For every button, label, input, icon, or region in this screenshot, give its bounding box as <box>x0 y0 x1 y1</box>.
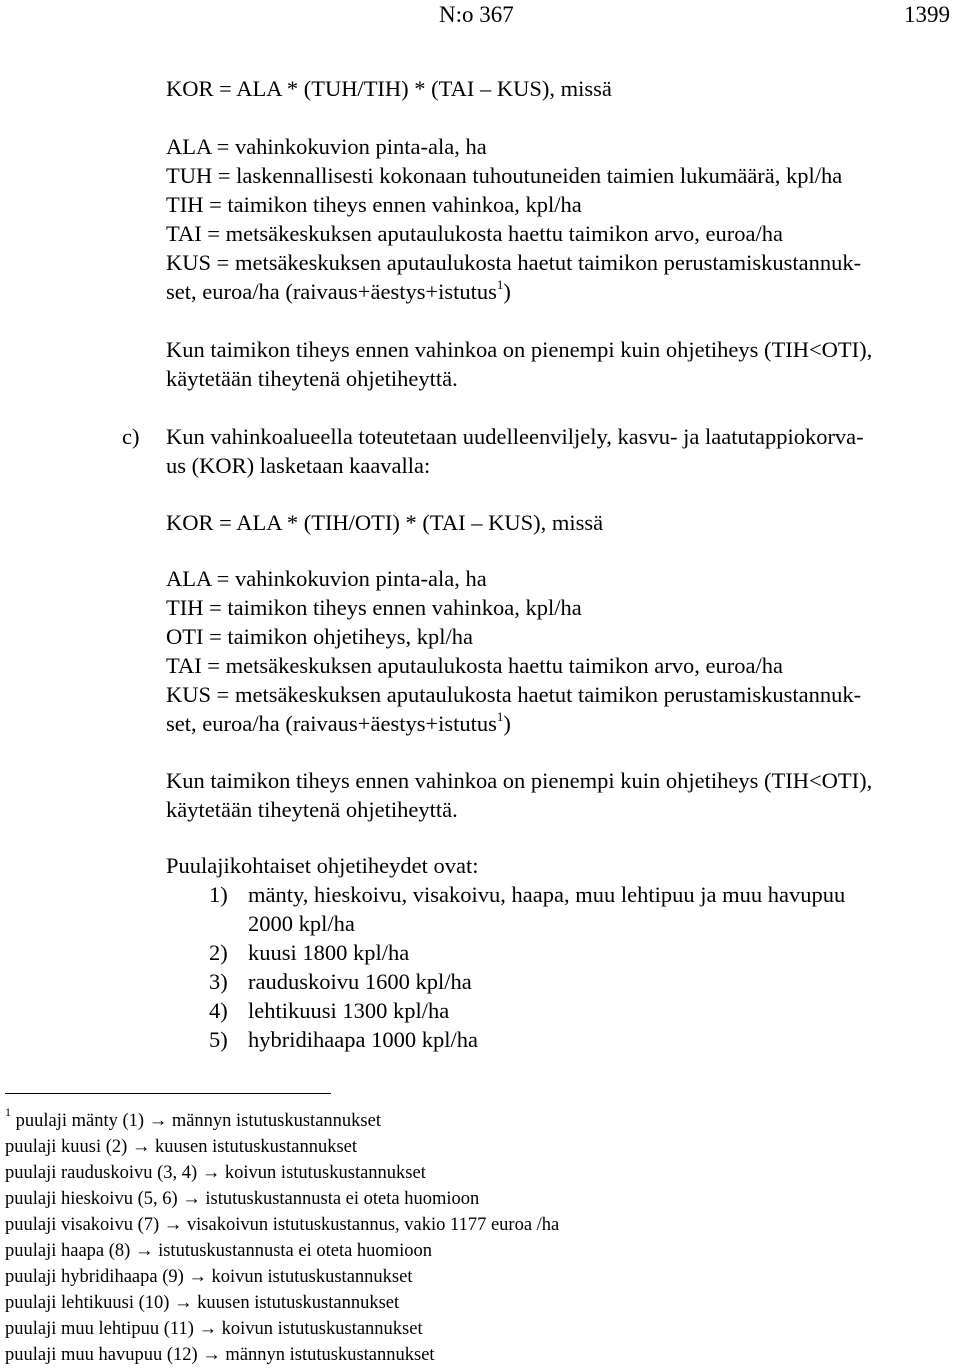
definition-line: KUS = metsäkeskuksen aputaulukosta haetut taimikon perustamiskustannuk- <box>166 250 862 275</box>
list-item <box>0 996 960 1025</box>
section-intro: Kun vahinkoalueella toteutetaan uudelleenviljely, kasvu- ja laatutappiokorva- <box>166 424 864 449</box>
definition-continuation-close: ) <box>503 279 511 304</box>
definition-line: ALA = vahinkokuvion pinta-ala, ha <box>166 566 487 591</box>
list-item-text: mänty, hieskoivu, visakoivu, haapa, muu lehtipuu ja muu havupuu <box>248 882 846 907</box>
footnote-line: puulaji visakoivu (7) → visakoivun istutuskustannus, vakio 1177 euroa /ha <box>5 1215 560 1235</box>
section-label: c) <box>122 424 140 449</box>
definition-line: OTI = taimikon ohjetiheys, kpl/ha <box>166 624 474 649</box>
list-item <box>0 880 960 909</box>
footnote-line: puulaji muu lehtipuu (11) → koivun istutuskustannukset <box>5 1319 423 1339</box>
footnote-line: puulaji kuusi (2) → kuusen istutuskustannukset <box>5 1137 357 1157</box>
footnote-ref: 1 <box>496 708 504 724</box>
list-item-text: rauduskoivu 1600 kpl/ha <box>248 969 472 994</box>
list-item-number: 4) <box>209 998 228 1023</box>
footnote-line: puulaji haapa (8) → istutuskustannusta ei oteta huomioon <box>5 1241 432 1261</box>
formula-kor-1: KOR = ALA * (TUH/TIH) * (TAI – KUS), missä <box>166 76 612 101</box>
definition-line: TIH = taimikon tiheys ennen vahinkoa, kpl/ha <box>166 595 582 620</box>
note-line: Kun taimikon tiheys ennen vahinkoa on pienempi kuin ohjetiheys (TIH<OTI), <box>166 768 873 793</box>
note-line: Kun taimikon tiheys ennen vahinkoa on pienempi kuin ohjetiheys (TIH<OTI), <box>166 337 873 362</box>
list-item-text: hybridihaapa 1000 kpl/ha <box>248 1027 478 1052</box>
page-number: 1399 <box>904 2 950 27</box>
list-item <box>0 938 960 967</box>
definition-continuation <box>166 277 511 306</box>
list-item-text-continuation: 2000 kpl/ha <box>248 911 355 936</box>
list-item <box>0 967 960 996</box>
list-title: Puulajikohtaiset ohjetiheydet ovat: <box>166 853 479 878</box>
footnote-line: puulaji lehtikuusi (10) → kuusen istutuskustannukset <box>5 1293 400 1313</box>
definition-line: TAI = metsäkeskuksen aputaulukosta haettu taimikon arvo, euroa/ha <box>166 221 783 246</box>
footnote-line: puulaji muu havupuu (12) → männyn istutuskustannukset <box>5 1345 435 1365</box>
footnote-line: puulaji hybridihaapa (9) → koivun istutuskustannukset <box>5 1267 413 1287</box>
list-item <box>0 1025 960 1054</box>
definition-line: TAI = metsäkeskuksen aputaulukosta haettu taimikon arvo, euroa/ha <box>166 653 783 678</box>
footnote-ref: 1 <box>496 276 504 292</box>
footnote-line: puulaji hieskoivu (5, 6) → istutuskustannusta ei oteta huomioon <box>5 1189 480 1209</box>
page-header-issue: N:o 367 <box>439 2 514 27</box>
definition-continuation-text: set, euroa/ha (raivaus+äestys+istutus <box>166 711 497 736</box>
footnote-text: puulaji mänty (1) → männyn istutuskustannukset <box>15 1111 381 1131</box>
definition-line: TUH = laskennallisesti kokonaan tuhoutuneiden taimien lukumäärä, kpl/ha <box>166 163 843 188</box>
list-item-number: 1) <box>209 882 228 907</box>
footnote-marker: 1 <box>5 1104 11 1119</box>
section-intro: us (KOR) lasketaan kaavalla: <box>166 453 431 478</box>
list-item-number: 3) <box>209 969 228 994</box>
list-item-text: lehtikuusi 1300 kpl/ha <box>248 998 450 1023</box>
definition-continuation-close: ) <box>503 711 511 736</box>
list-item-number: 5) <box>209 1027 228 1052</box>
footnote-separator <box>5 1093 331 1094</box>
list-item-number: 2) <box>209 940 228 965</box>
footnote-line <box>5 1104 381 1134</box>
definition-line: ALA = vahinkokuvion pinta-ala, ha <box>166 134 487 159</box>
definition-line: KUS = metsäkeskuksen aputaulukosta haetut taimikon perustamiskustannuk- <box>166 682 862 707</box>
definition-line: TIH = taimikon tiheys ennen vahinkoa, kpl/ha <box>166 192 582 217</box>
footnote-line: puulaji rauduskoivu (3, 4) → koivun istutuskustannukset <box>5 1163 426 1183</box>
list-item-text: kuusi 1800 kpl/ha <box>248 940 410 965</box>
definition-continuation-text: set, euroa/ha (raivaus+äestys+istutus <box>166 279 497 304</box>
definition-continuation <box>166 709 511 738</box>
formula-kor-2: KOR = ALA * (TIH/OTI) * (TAI – KUS), missä <box>166 510 604 535</box>
note-line: käytetään tiheytenä ohjetiheyttä. <box>166 797 458 822</box>
note-line: käytetään tiheytenä ohjetiheyttä. <box>166 366 458 391</box>
